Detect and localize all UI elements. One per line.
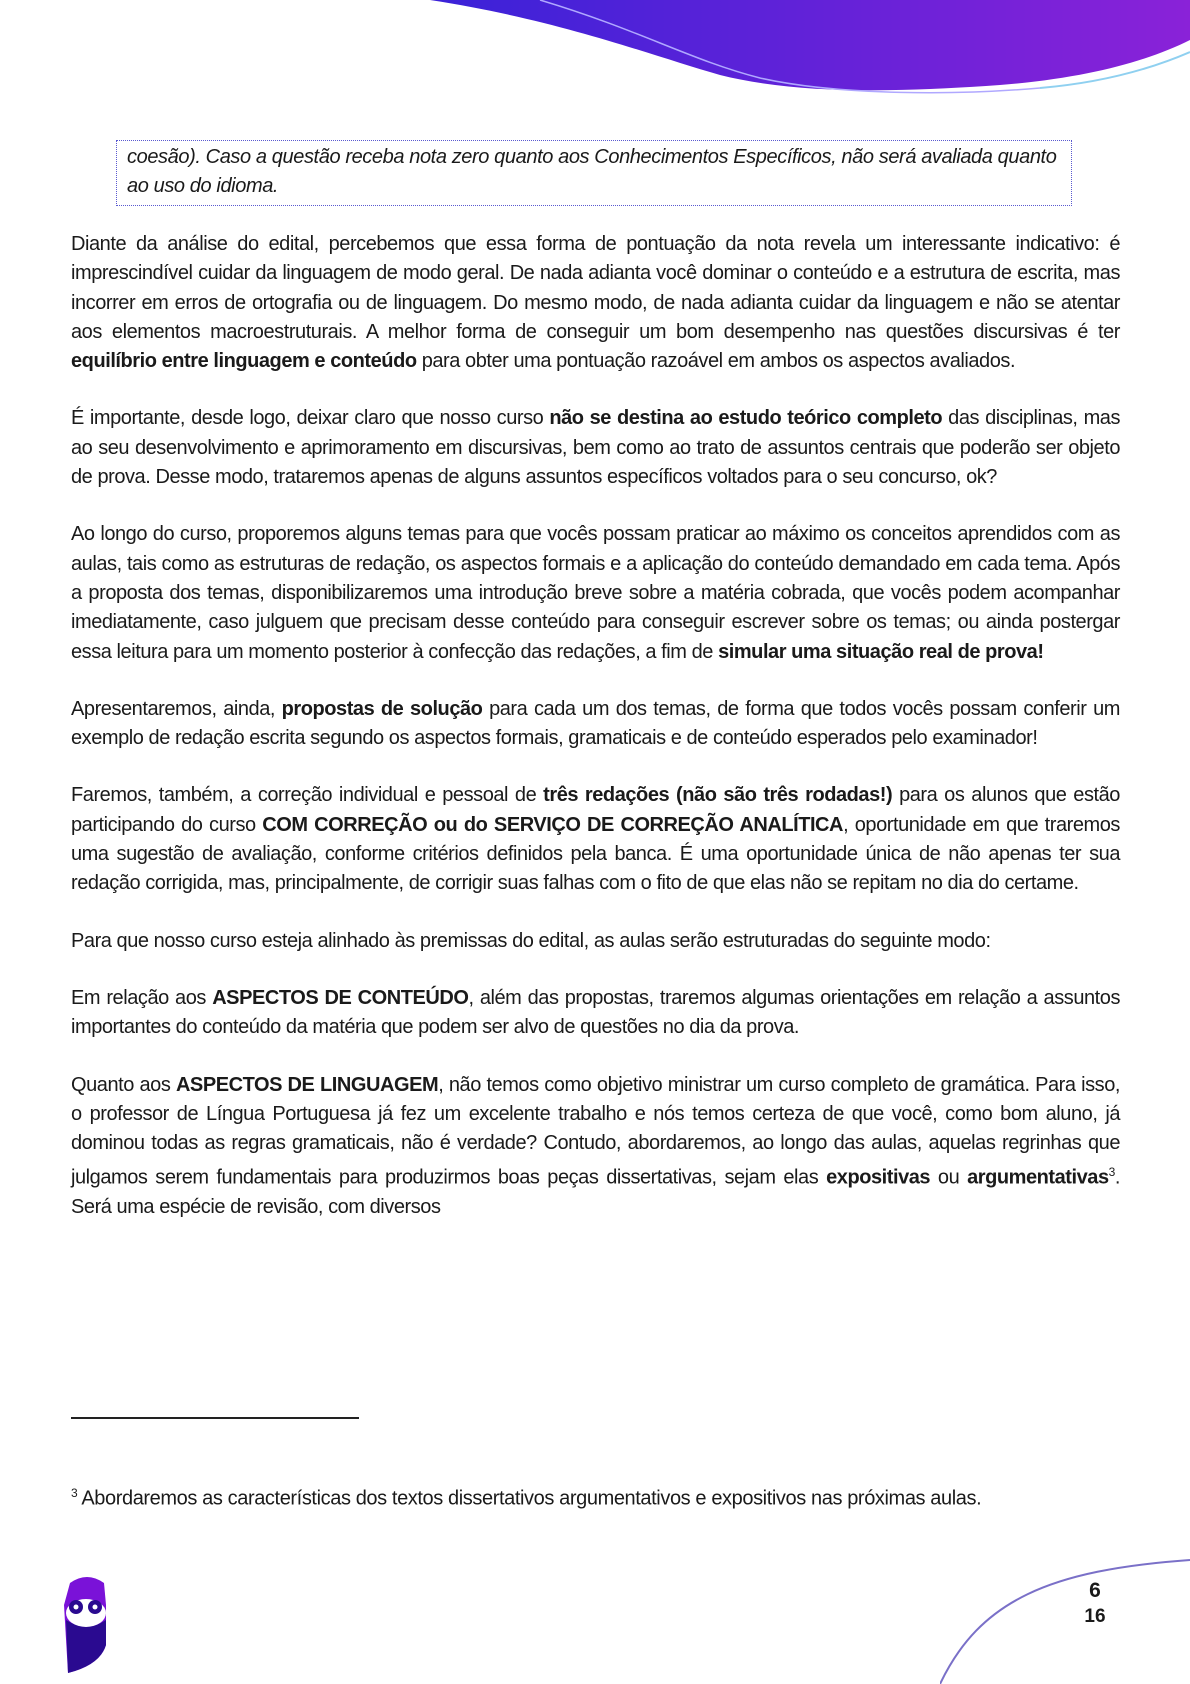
text: das disciplinas, mas ao seu desenvolvimento e aprimoramento em discursivas, bem como ao trato de assuntos centrais que poderão ser objeto de prova. Desse modo, trataremos apenas de alguns assuntos específicos voltados para o seu concurso, ok? — [71, 407, 1121, 489]
owl-logo-icon — [60, 1575, 114, 1675]
text: . Será uma espécie de revisão, com diversos — [71, 1167, 1120, 1219]
paragraph — [71, 695, 1120, 754]
bold-text: argumentativas — [967, 1167, 1109, 1190]
text: ou — [930, 1167, 968, 1190]
text: Para que nosso curso esteja alinhado às premissas do edital, as aulas serão estruturadas do seguinte modo: — [71, 929, 991, 952]
bold-text: simular uma situação real de prova! — [718, 640, 1044, 663]
text: , além das propostas, traremos algumas orientações em relação a assuntos importantes do conteúdo da matéria que podem ser alvo de questões no dia da prova. — [71, 986, 1121, 1039]
text: Ao longo do curso, proporemos alguns temas para que vocês possam praticar ao máximo os conceitos aprendidos com as aulas, tais como as estruturas de redação, os aspectos formais e a aplicação do conteúdo demandado em cada tema. Após a proposta dos temas, disponibilizaremos uma introdução breve sobre a matéria cobrada, que vocês podem acompanhar imediatamente, caso julguem que precisam desse conteúdo para conseguir escrever sobre os temas; ou ainda postergar essa leitura para um momento posterior à confecção das redações, a fim de — [71, 523, 1120, 663]
text: , não temos como objetivo ministrar um curso completo de gramática. Para isso, o professor de Língua Portuguesa já fez um excelente trabalho e nós temos certeza de que você, como bom aluno, já dominou todas as regras gramaticais, não é verdade? Contudo, abordaremos, ao longo das aulas, aquelas regrinhas que julgamos serem fundamentais para produzirmos boas peças dissertativas, sejam elas — [71, 1073, 1121, 1190]
bold-text: propostas de solução — [281, 697, 483, 720]
paragraph — [71, 230, 1120, 376]
footer-curve-decoration — [940, 1550, 1190, 1684]
paragraph — [71, 781, 1120, 898]
text: É importante, desde logo, deixar claro que nosso curso — [71, 407, 550, 430]
header-wave-decoration — [0, 0, 1190, 110]
text: Quanto aos — [71, 1073, 176, 1096]
main-text — [71, 230, 1120, 1251]
text: para os alunos que estão participando do curso — [71, 784, 1120, 836]
paragraph — [71, 520, 1120, 666]
bold-text: COM CORREÇÃO ou do SERVIÇO DE CORREÇÃO ANALÍTICA — [262, 813, 844, 836]
text: , oportunidade em que traremos uma sugestão de avaliação, conforme critérios definidos pela banca. É uma oportunidade única de não apenas ter sua redação corrigida, mas, principalmente, de corrigir suas falhas com o fito de que elas não se repitam no dia do certame. — [71, 813, 1120, 895]
text: para obter uma pontuação razoável em ambos os aspectos avaliados. — [416, 350, 1016, 373]
paragraph — [71, 1071, 1120, 1223]
text: Em relação aos — [71, 986, 213, 1009]
footnote-marker: 3 — [71, 1486, 78, 1500]
text: Apresentaremos, ainda, — [71, 697, 282, 720]
text: Faremos, também, a correção individual e pessoal de — [71, 784, 544, 807]
text: Diante da análise do edital, percebemos que essa forma de pontuação da nota revela um interessante indicativo: é imprescindível cuidar da linguagem de modo geral. De nada adianta você dominar o conteúdo e a estrutura de escrita, mas incorrer em erros de ortografia ou de linguagem. Do mesmo modo, de nada adianta cuidar da linguagem e não se atentar aos elementos macroestruturais. A melhor forma de conseguir um bom desempenho nas questões discursivas é ter — [71, 233, 1120, 343]
footnote-separator — [71, 1417, 359, 1419]
text: para cada um dos temas, de forma que todos vocês possam conferir um exemplo de redação escrita segundo os aspectos formais, gramaticais e de conteúdo esperados pelo examinador! — [71, 697, 1120, 750]
quoted-edital-excerpt: coesão). Caso a questão receba nota zero quanto aos Conhecimentos Específicos, não será avaliada quanto ao uso do idioma. — [116, 140, 1072, 206]
footnote — [71, 1486, 1120, 1511]
total-pages: 16 — [1084, 1606, 1106, 1627]
bold-text: equilíbrio entre linguagem e conteúdo — [71, 350, 417, 373]
bold-text: ASPECTOS DE LINGUAGEM — [175, 1073, 439, 1096]
paragraph — [71, 404, 1120, 492]
bold-text: três redações (não são três rodadas!) — [543, 784, 893, 807]
current-page: 6 — [1089, 1579, 1101, 1602]
footnote-reference: 3 — [1108, 1165, 1115, 1180]
footnote-text: Abordaremos as características dos textos dissertativos argumentativos e expositivos nas próximas aulas. — [77, 1487, 982, 1510]
page-number — [1080, 1578, 1110, 1630]
paragraph — [71, 927, 1120, 956]
bold-text: não se destina ao estudo teórico completo — [549, 407, 943, 430]
bold-text: ASPECTOS DE CONTEÚDO — [212, 986, 469, 1009]
paragraph — [71, 984, 1120, 1043]
bold-text: expositivas — [826, 1167, 931, 1190]
